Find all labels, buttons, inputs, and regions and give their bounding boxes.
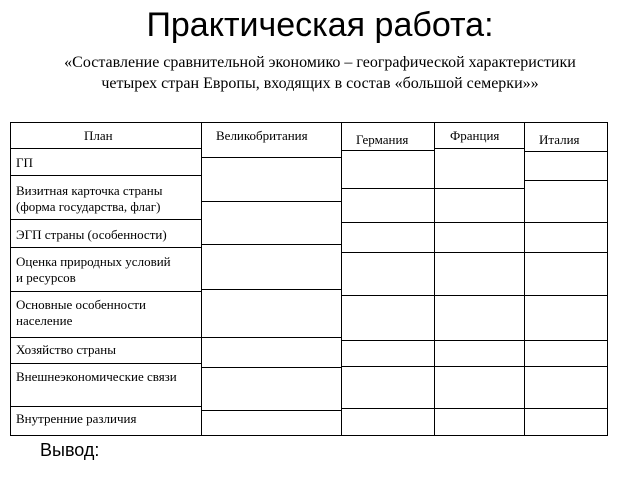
row-label-gp: ГП (16, 155, 33, 170)
conclusion-label: Вывод: (40, 440, 100, 460)
row-label-economy: Хозяйство страны (16, 342, 116, 357)
header-country-france: Франция (450, 128, 500, 143)
row-label-internal-differences: Внутренние различия (16, 411, 137, 426)
header-country-italy: Италия (539, 132, 580, 147)
header-country-uk: Великобритания (216, 128, 308, 143)
row-label-egp: ЭГП страны (особенности) (16, 227, 167, 242)
slide-title: Практическая работа: (146, 6, 494, 44)
slide-subtitle: «Составление сравнительной экономико – географической характеристики четырех стран Европы, входящих в состав «большой семерки»» (64, 54, 576, 92)
row-label-country-card: Визитная карточка страны (форма государства, флаг) (16, 183, 163, 214)
row-label-population: Основные особенности население (16, 297, 146, 328)
header-plan: План (84, 128, 113, 143)
row-label-foreign-relations: Внешнеэкономические связи (16, 369, 177, 384)
table-border (11, 123, 608, 436)
header-country-germany: Германия (356, 132, 409, 147)
row-label-natural-resources: Оценка природных условий и ресурсов (16, 254, 171, 285)
